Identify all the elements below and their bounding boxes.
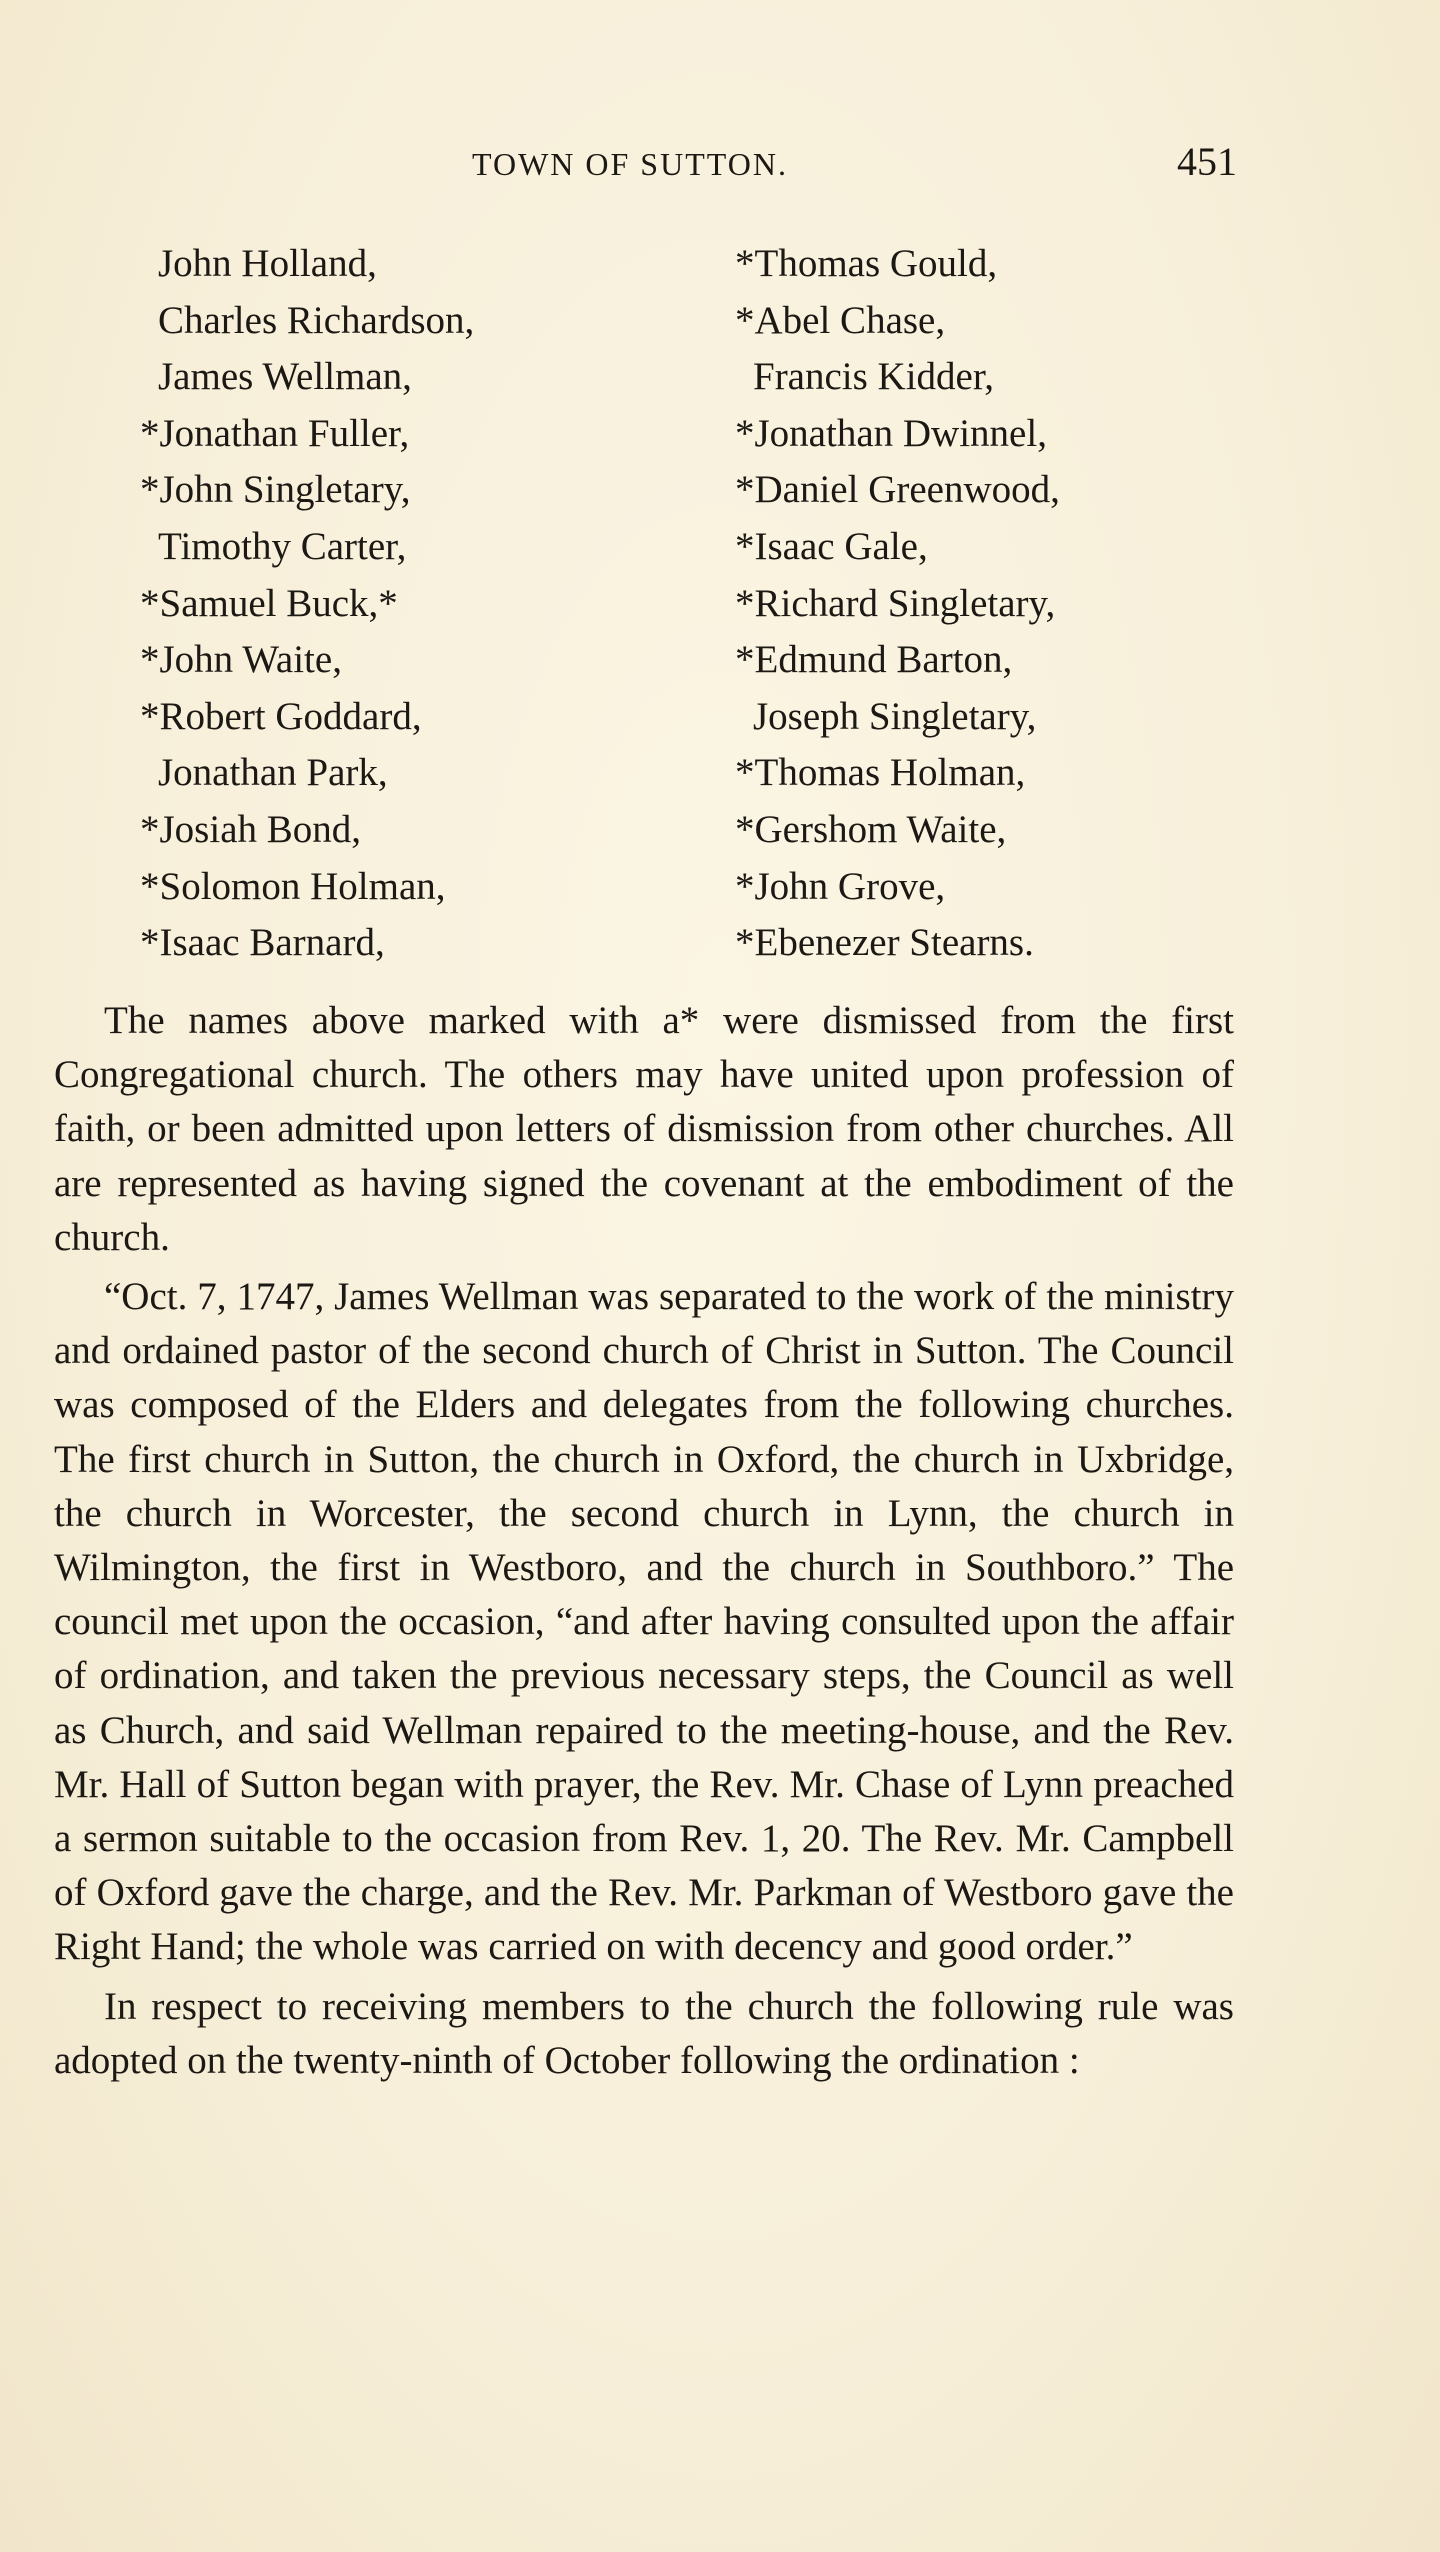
member-name: *Edmund Barton, xyxy=(735,638,1013,682)
member-name: *John Singletary, xyxy=(140,468,411,512)
member-name: Timothy Carter, xyxy=(158,524,407,568)
member-name: *Richard Singletary, xyxy=(735,581,1056,625)
member-list-left-column xyxy=(140,236,474,972)
member-name: *Samuel Buck,* xyxy=(140,581,398,625)
member-name: Jonathan Park, xyxy=(158,751,388,795)
member-name: *Jonathan Dwinnel, xyxy=(735,411,1047,455)
member-name: *Gershom Waite, xyxy=(735,807,1007,851)
paragraph-dismissal-note: The names above marked with a* were dismissed from the first Congregational church. The others may have united upon profession of faith, or been admitted upon letters of dismission from other churches. All are represented as having signed the covenant at the embodiment of the church. xyxy=(54,999,1234,1259)
member-name: *Josiah Bond, xyxy=(140,807,362,851)
member-name: *Abel Chase, xyxy=(735,298,946,342)
running-head xyxy=(52,138,1237,188)
member-name: *Isaac Barnard, xyxy=(140,921,385,965)
member-name: *Thomas Holman, xyxy=(735,751,1026,795)
member-list-right-column xyxy=(735,236,1060,972)
member-name: Joseph Singletary, xyxy=(753,694,1037,738)
member-name: *Jonathan Fuller, xyxy=(140,411,410,455)
member-name: *Robert Goddard, xyxy=(140,694,422,738)
member-name: *John Grove, xyxy=(735,864,946,908)
member-name: *John Waite, xyxy=(140,638,342,682)
paragraph-membership-rule: In respect to receiving members to the church the following rule was adopted on the twenty-ninth of October following the ordination : xyxy=(54,1984,1234,2082)
member-name: James Wellman, xyxy=(158,355,412,399)
member-name: *Thomas Gould, xyxy=(735,242,998,285)
member-name: Charles Richardson, xyxy=(158,298,475,342)
running-title: TOWN OF SUTTON. xyxy=(472,146,788,182)
member-name: *Daniel Greenwood, xyxy=(735,468,1060,512)
page-number: 451 xyxy=(1177,139,1237,184)
member-name: John Holland, xyxy=(158,242,377,285)
member-name: *Isaac Gale, xyxy=(735,524,928,568)
paragraph-ordination: “Oct. 7, 1747, James Wellman was separated to the work of the ministry and ordained pastor of the second church of Christ in Sutton. The Council was composed of the Elders and delegates from the following churches. The first church in Sutton, the church in Oxford, the church in Uxbridge, the church in Worcester, the second church in Lynn, the church in Wilmington, the first in Westboro, and the church in Southboro.” The council met upon the occasion, “and after having consulted upon the affair of ordination, and taken the previous necessary steps, the Council as well as Church, and said Wellman repaired to the meeting-house, and the Rev. Mr. Hall of Sutton began with prayer, the Rev. Mr. Chase of Lynn preached a sermon suitable to the occasion from Rev. 1, 20. The Rev. Mr. Campbell of Oxford gave the charge, and the Rev. Mr. Parkman of Westboro gave the Right Hand; the whole was carried on with decency and good order.” xyxy=(54,1275,1234,1969)
member-name: Francis Kidder, xyxy=(753,355,995,399)
member-name: *Ebenezer Stearns. xyxy=(735,921,1034,965)
body-text xyxy=(54,994,1234,2088)
member-name: *Solomon Holman, xyxy=(140,864,446,908)
